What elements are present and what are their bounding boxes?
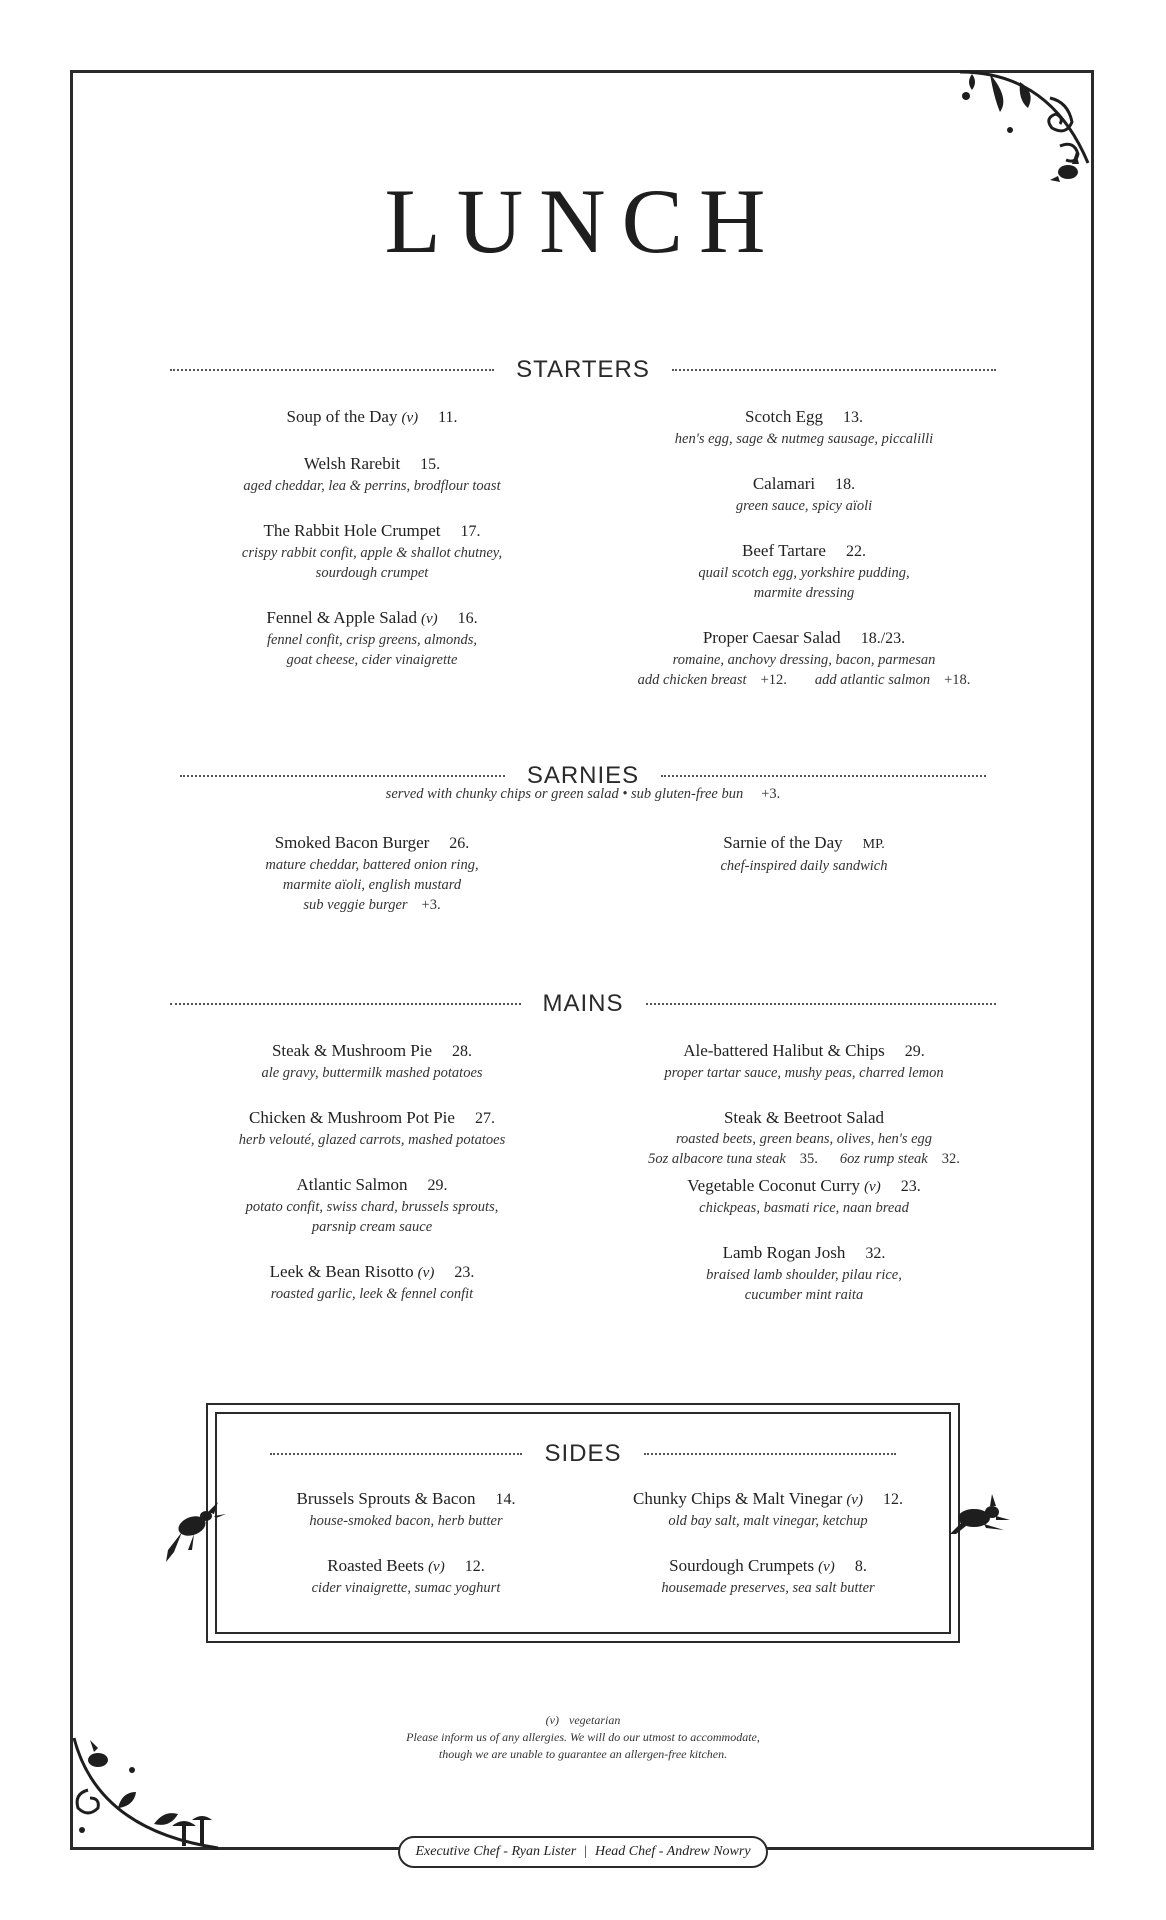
addon-price: +18.: [944, 672, 971, 688]
dotted-rule: [646, 1003, 997, 1005]
sarnies-right-column: [594, 832, 1014, 876]
starters-left-column: [162, 406, 582, 670]
sides-heading: SIDES: [544, 1440, 622, 1467]
item-price: 18./23.: [860, 630, 906, 647]
item-price: 32.: [865, 1245, 886, 1262]
addon-price: 35.: [799, 1151, 818, 1167]
item-price: 12.: [882, 1491, 903, 1508]
sarnies-note: [0, 786, 1166, 803]
menu-item: [162, 406, 582, 429]
vegetarian-mark: (v): [818, 1559, 835, 1575]
vegetarian-mark: (v): [420, 611, 438, 627]
head-chef: Head Chef - Andrew Nowry: [594, 1844, 751, 1859]
item-price: 28.: [452, 1043, 473, 1060]
addon-label: sub veggie burger: [303, 897, 408, 913]
chef-credits: [398, 1836, 768, 1868]
item-name: Ale-battered Halibut & Chips: [683, 1041, 885, 1060]
addon-price: +12.: [760, 672, 787, 688]
sides-left-column: [196, 1488, 616, 1598]
item-description: chef-inspired daily sandwich: [720, 858, 888, 874]
item-price: 15.: [420, 456, 441, 473]
item-price: MP.: [862, 837, 885, 852]
sides-right-column: [558, 1488, 978, 1598]
credit-divider: |: [584, 1844, 587, 1859]
item-name: Atlantic Salmon: [296, 1175, 408, 1194]
menu-item: [162, 1261, 582, 1304]
item-price: 27.: [474, 1110, 495, 1127]
item-addons: [162, 895, 582, 915]
dotted-rule: [270, 1453, 522, 1455]
item-description: parsnip cream sauce: [311, 1219, 433, 1235]
item-name: Roasted Beets: [327, 1556, 425, 1575]
item-description: roasted beets, green beans, olives, hen's egg: [675, 1131, 933, 1147]
allergy-note-line-2: though we are unable to guarantee an allergen-free kitchen.: [438, 1747, 728, 1761]
menu-item: [558, 1488, 978, 1531]
menu-item: [162, 520, 582, 583]
sarnies-left-column: [162, 832, 582, 915]
vegetarian-mark: (v): [428, 1559, 445, 1575]
item-description: ale gravy, buttermilk mashed potatoes: [261, 1065, 483, 1081]
menu-item: [594, 540, 1014, 603]
menu-item: [558, 1555, 978, 1598]
item-description: sourdough crumpet: [315, 565, 429, 581]
item-description: braised lamb shoulder, pilau rice,: [706, 1267, 902, 1283]
dotted-rule: [661, 775, 986, 777]
menu-item: [196, 1555, 616, 1598]
item-name: Lamb Rogan Josh: [722, 1243, 846, 1262]
menu-item: [162, 607, 582, 670]
item-name: Scotch Egg: [745, 407, 823, 426]
sarnies-note-text: served with chunky chips or green salad • sub gluten-free bun: [385, 786, 744, 802]
item-price: 13.: [842, 409, 863, 426]
menu-item: [196, 1488, 616, 1531]
leaping-rabbit-icon: [164, 1496, 226, 1566]
item-name: Chunky Chips & Malt Vinegar: [633, 1489, 843, 1508]
item-name: Calamari: [752, 474, 816, 493]
item-name: Welsh Rarebit: [303, 454, 401, 473]
item-price: 22.: [845, 543, 866, 560]
item-description: mature cheddar, battered onion ring,: [265, 857, 479, 873]
item-description: romaine, anchovy dressing, bacon, parmesan: [672, 652, 936, 668]
item-description: chickpeas, basmati rice, naan bread: [699, 1200, 909, 1216]
sarnies-heading: SARNIES: [526, 762, 640, 789]
starters-heading-row: [170, 356, 996, 384]
item-price: 26.: [449, 835, 470, 852]
item-name: Steak & Beetroot Salad: [723, 1108, 885, 1127]
item-addons: [594, 670, 1014, 690]
item-name: Leek & Bean Risotto: [269, 1262, 414, 1281]
menu-item: [162, 453, 582, 496]
item-description: fennel confit, crisp greens, almonds,: [266, 632, 478, 648]
item-addons: [594, 1149, 1014, 1169]
vegetarian-mark: (v): [417, 1265, 435, 1281]
item-price: 17.: [460, 523, 481, 540]
mains-heading: MAINS: [542, 990, 624, 1017]
item-description: aged cheddar, lea & perrins, brodflour toast: [243, 478, 501, 494]
addon-price: +3.: [421, 897, 441, 913]
allergy-note-line-1: Please inform us of any allergies. We will do our utmost to accommodate,: [406, 1730, 760, 1744]
dotted-rule: [644, 1453, 896, 1455]
item-name: Steak & Mushroom Pie: [271, 1041, 433, 1060]
dotted-rule: [672, 369, 996, 371]
item-price: 8.: [854, 1558, 867, 1575]
item-description: cucumber mint raita: [744, 1287, 864, 1303]
starters-right-column: [594, 406, 1014, 690]
item-description: roasted garlic, leek & fennel confit: [270, 1286, 474, 1302]
item-price: 11.: [438, 409, 458, 426]
item-name: Vegetable Coconut Curry: [687, 1176, 861, 1195]
addon-label: 5oz albacore tuna steak: [648, 1151, 786, 1167]
sarnies-note-price: +3.: [761, 786, 781, 802]
vegetarian-mark: (v): [864, 1179, 881, 1195]
legend-text: vegetarian: [569, 1713, 621, 1727]
item-description: house-smoked bacon, herb butter: [309, 1513, 503, 1529]
item-description: old bay salt, malt vinegar, ketchup: [668, 1513, 868, 1529]
mains-left-column: [162, 1040, 582, 1304]
menu-item: [594, 1107, 1014, 1169]
item-description: goat cheese, cider vinaigrette: [286, 652, 458, 668]
dotted-rule: [180, 775, 505, 777]
item-name: Sourdough Crumpets: [669, 1556, 815, 1575]
menu-item: [594, 1040, 1014, 1083]
item-price: 23.: [454, 1264, 475, 1281]
item-name: Sarnie of the Day: [723, 833, 843, 852]
item-name: Smoked Bacon Burger: [274, 833, 430, 852]
vegetarian-legend: [0, 1712, 1166, 1729]
item-name: Chicken & Mushroom Pot Pie: [249, 1108, 455, 1127]
item-name: Beef Tartare: [742, 541, 826, 560]
item-price: 14.: [495, 1491, 516, 1508]
item-description: crispy rabbit confit, apple & shallot chutney,: [241, 545, 503, 561]
addon-label: 6oz rump steak: [839, 1151, 928, 1167]
menu-item: [594, 832, 1014, 876]
menu-item: [162, 832, 582, 915]
item-description: herb velouté, glazed carrots, mashed potatoes: [238, 1132, 506, 1148]
starters-heading: STARTERS: [516, 356, 650, 383]
menu-item: [594, 1242, 1014, 1305]
menu-item: [594, 406, 1014, 449]
item-name: Brussels Sprouts & Bacon: [296, 1489, 476, 1508]
item-description: marmite aïoli, english mustard: [282, 877, 462, 893]
menu-item: [162, 1174, 582, 1237]
item-description: hen's egg, sage & nutmeg sausage, piccalilli: [674, 431, 934, 447]
item-name: Fennel & Apple Salad: [266, 608, 417, 627]
legend-symbol: (v): [545, 1713, 559, 1727]
addon-label: add chicken breast: [637, 672, 747, 688]
item-name: Soup of the Day: [286, 407, 398, 426]
sides-heading-row: [270, 1440, 896, 1468]
menu-item: [594, 627, 1014, 690]
menu-item: [162, 1040, 582, 1083]
item-description: quail scotch egg, yorkshire pudding,: [698, 565, 910, 581]
menu-item: [594, 1175, 1014, 1218]
menu-item: [594, 473, 1014, 516]
mains-right-column: [594, 1040, 1014, 1305]
item-description: potato confit, swiss chard, brussels sprouts,: [245, 1199, 499, 1215]
addon-price: 32.: [941, 1151, 960, 1167]
item-name: Proper Caesar Salad: [702, 628, 841, 647]
item-description: green sauce, spicy aïoli: [735, 498, 873, 514]
dotted-rule: [170, 1003, 521, 1005]
page-title: LUNCH: [384, 170, 782, 272]
item-description: cider vinaigrette, sumac yoghurt: [311, 1580, 501, 1596]
addon-label: add atlantic salmon: [814, 672, 931, 688]
vegetarian-mark: (v): [401, 410, 419, 426]
executive-chef: Executive Chef - Ryan Lister: [415, 1844, 577, 1859]
item-price: 12.: [464, 1558, 485, 1575]
item-price: 23.: [900, 1178, 921, 1195]
item-description: marmite dressing: [753, 585, 855, 601]
mains-heading-row: [170, 990, 996, 1018]
item-name: The Rabbit Hole Crumpet: [263, 521, 441, 540]
dotted-rule: [170, 369, 494, 371]
item-price: 18.: [835, 476, 856, 493]
item-price: 29.: [427, 1177, 448, 1194]
vegetarian-mark: (v): [846, 1492, 863, 1508]
item-description: housemade preserves, sea salt butter: [661, 1580, 875, 1596]
running-rabbit-icon: [948, 1494, 1012, 1542]
item-price: 29.: [904, 1043, 925, 1060]
item-description: proper tartar sauce, mushy peas, charred lemon: [664, 1065, 944, 1081]
menu-item: [162, 1107, 582, 1150]
item-price: 16.: [457, 610, 478, 627]
